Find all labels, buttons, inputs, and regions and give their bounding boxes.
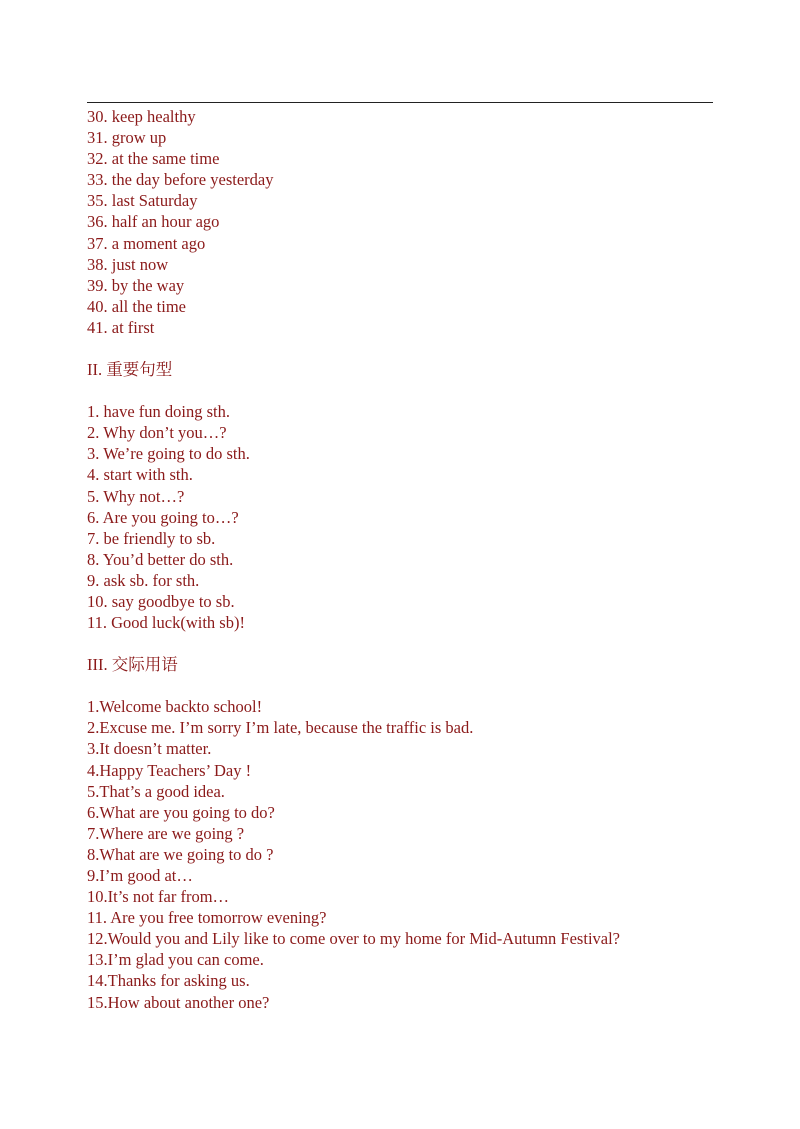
section-spacer xyxy=(87,675,727,696)
list-item: 36. half an hour ago xyxy=(87,212,220,232)
list-item: 3. We’re going to do sth. xyxy=(87,444,250,464)
list-item: 6. Are you going to…? xyxy=(87,507,239,527)
list-item: 10.It’s not far from… xyxy=(87,887,230,907)
list-item: 37. a moment ago xyxy=(87,233,206,253)
list-item: 15.How about another one? xyxy=(87,992,270,1012)
list-item: 13.I’m glad you can come. xyxy=(87,950,264,970)
section-spacer xyxy=(87,633,727,654)
list-item: 33. the day before yesterday xyxy=(87,170,274,190)
section-heading-sentence-patterns: II. 重要句型 xyxy=(87,360,173,380)
list-item: 31. grow up xyxy=(87,128,167,148)
list-item: 30. keep healthy xyxy=(87,107,196,126)
list-item: 2.Excuse me. I’m sorry I’m late, because the traffic is bad. xyxy=(87,718,474,738)
list-item: 11. Good luck(with sb)! xyxy=(87,613,245,633)
list-item: 8.What are we going to do ? xyxy=(87,844,274,864)
list-item: 11. Are you free tomorrow evening? xyxy=(87,908,327,928)
list-item: 5. Why not…? xyxy=(87,486,185,506)
list-item: 7.Where are we going ? xyxy=(87,823,245,843)
communication-list xyxy=(87,696,727,1012)
list-item: 3.It doesn’t matter. xyxy=(87,739,212,759)
list-item: 8. You’d better do sth. xyxy=(87,549,234,569)
header-rule xyxy=(87,102,713,103)
list-item: 2. Why don’t you…? xyxy=(87,423,227,443)
list-item: 7. be friendly to sb. xyxy=(87,528,216,548)
phrase-list xyxy=(87,106,727,338)
list-item: 5.That’s a good idea. xyxy=(87,781,225,801)
list-item: 4. start with sth. xyxy=(87,465,193,485)
list-item: 12.Would you and Lily like to come over to my home for Mid-Autumn Festival? xyxy=(87,929,621,949)
sentence-pattern-list xyxy=(87,401,727,633)
list-item: 38. just now xyxy=(87,254,169,274)
list-item: 40. all the time xyxy=(87,296,186,316)
list-item: 39. by the way xyxy=(87,275,185,295)
list-item: 6.What are you going to do? xyxy=(87,802,275,822)
list-item: 32. at the same time xyxy=(87,149,220,169)
list-item: 9. ask sb. for sth. xyxy=(87,570,200,590)
list-item: 1. have fun doing sth. xyxy=(87,402,230,422)
list-item: 14.Thanks for asking us. xyxy=(87,971,250,991)
section-heading-communication: III. 交际用语 xyxy=(87,655,178,675)
list-item: 4.Happy Teachers’ Day ! xyxy=(87,760,252,780)
section-spacer xyxy=(87,338,727,359)
list-item: 35. last Saturday xyxy=(87,191,198,211)
list-item: 10. say goodbye to sb. xyxy=(87,591,235,611)
list-item: 41. at first xyxy=(87,317,155,337)
section-spacer xyxy=(87,380,727,401)
list-item: 9.I’m good at… xyxy=(87,866,193,885)
document-content xyxy=(87,106,727,1013)
list-item: 1.Welcome backto school! xyxy=(87,697,263,717)
